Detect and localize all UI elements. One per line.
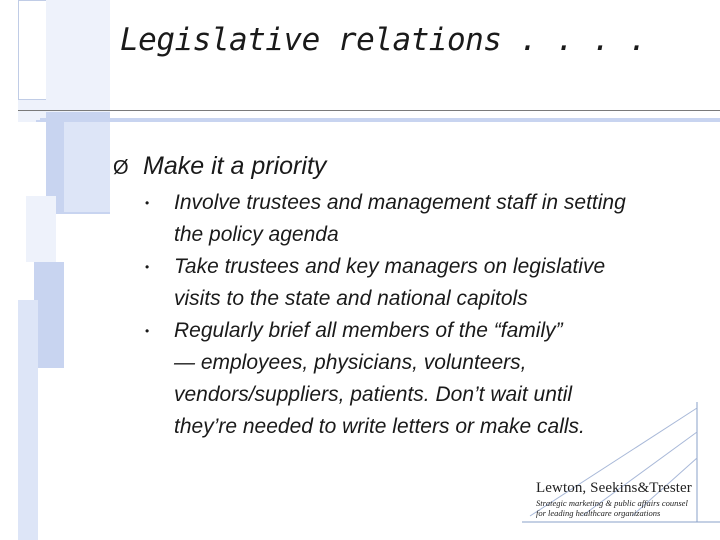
bullet-dot-icon: •	[145, 260, 150, 274]
bullet-text: Involve trustees and management staff in setting the policy agenda	[174, 191, 626, 246]
bullet-item	[145, 187, 703, 251]
slide-title: Legislative relations . . . .	[120, 22, 647, 58]
decorative-block	[26, 196, 56, 262]
decorative-block	[64, 120, 110, 212]
bullet-dot-icon: •	[145, 196, 150, 210]
arrow-bullet-icon: Ø	[113, 157, 129, 179]
bullet-text: Take trustees and key managers on legislative visits to the state and national capitols	[174, 255, 606, 310]
bullet-item	[145, 251, 703, 315]
heading-text: Make it a priority	[143, 152, 327, 180]
decorative-stripe	[40, 118, 720, 122]
title-divider	[18, 110, 720, 111]
decorative-block	[46, 0, 110, 108]
company-logo	[522, 398, 720, 524]
heading-item	[113, 152, 703, 181]
logo-tagline: Strategic marketing & public affairs counsel for leading healthcare organizations	[536, 498, 688, 518]
logo-name: Lewton, Seekins&Trester	[536, 480, 692, 496]
decorative-block	[18, 300, 38, 540]
decorative-block	[34, 262, 64, 368]
bullet-dot-icon: •	[145, 324, 150, 338]
bullet-text: Regularly brief all members of the “family” — employees, physicians, volunteers, vendors/suppliers, patients. Don’t wait until they’re needed to write letters or make calls.	[174, 319, 585, 438]
